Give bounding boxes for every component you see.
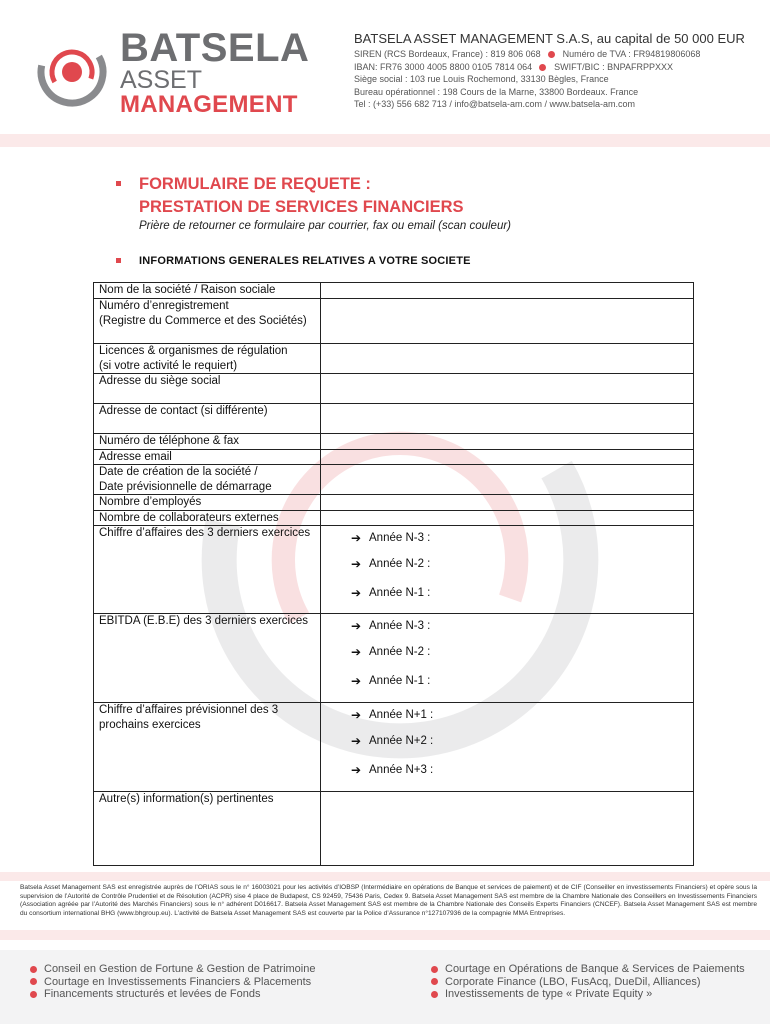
arrow-right-icon: ➔	[351, 619, 362, 634]
bullet-icon	[431, 991, 438, 998]
company-capital: BATSELA ASSET MANAGEMENT S.A.S, au capital de 50 000 EUR	[354, 31, 745, 46]
legal-notice: Batsela Asset Management SAS est enregistrée auprès de l’ORIAS sous le n° 16003021 pour les activités d’IOBSP (Intermédiaire en opérations de Banque et services de paiement) et de CIF (Conseiller en investissements Financiers) et opère sous la supervision de l’Autorité de Contrôle Prudentiel et de Résolution (ACPR) sise 4 place de Budapest, CS 92459, 75436 Paris, Cedex 9. Batsela Asset Management SAS est membre de la Chambre Nationale des Conseillers en Investissements Financiers (Association agréée par l’Autorité des Marchés Financiers) sous le n° adhérent D016617. Batsela Asset Management SAS est membre de la Chambre Nationale des Conseils Experts Financiers (CNCEF). Batsela Asset Management SAS est membre du consortium international BHG (www.bhgroup.eu). L’activité de Batsela Asset Management SAS est couverte par la Police d’Assurance n°127107936 de la compagnie MMA Entreprises.	[20, 884, 757, 918]
arrow-right-icon: ➔	[351, 557, 362, 572]
brand-line-1: BATSELA	[120, 26, 310, 70]
year-entry	[326, 727, 688, 756]
swift: SWIFT/BIC : BNPAFRPPXXX	[554, 61, 674, 72]
service-label: Corporate Finance (LBO, FusAcq, DueDil, Alliances)	[445, 975, 701, 988]
form-row-label: Chiffre d’affaires prévisionnel des 3 prochains exercices	[94, 703, 321, 792]
form-row	[94, 526, 694, 614]
year-entry	[326, 704, 688, 727]
year-label: Année N-3 :	[369, 620, 431, 633]
form-row-value[interactable]	[321, 495, 694, 511]
form-row-label: Chiffre d’affaires des 3 derniers exercices	[94, 526, 321, 614]
siren: SIREN (RCS Bordeaux, France) : 819 806 068	[354, 49, 541, 59]
form-row-value[interactable]	[321, 703, 694, 792]
form-row-label: Nom de la société / Raison sociale	[94, 283, 321, 299]
service-item	[30, 988, 315, 1001]
form-row-label: Numéro de téléphone & fax	[94, 434, 321, 450]
header-band	[0, 134, 770, 147]
contact-line: Tel : (+33) 556 682 713 / info@batsela-am.com / www.batsela-am.com	[354, 99, 636, 109]
bullet-icon	[30, 978, 37, 985]
year-entry	[326, 550, 688, 579]
batsela-logo-icon	[36, 36, 108, 108]
form-title	[139, 173, 464, 219]
request-form-table	[93, 282, 694, 866]
year-label: Année N-3 :	[369, 532, 431, 545]
form-row	[94, 434, 694, 450]
letterhead	[0, 0, 770, 134]
form-row-label: Adresse email	[94, 449, 321, 465]
services-right	[431, 963, 745, 1001]
brand-line-3: MANAGEMENT	[120, 91, 298, 118]
year-label: Année N-2 :	[369, 558, 431, 571]
form-row-value[interactable]	[321, 299, 694, 344]
bullet-icon	[431, 966, 438, 973]
bullet-icon	[548, 51, 555, 58]
form-row-value[interactable]	[321, 283, 694, 299]
service-item	[30, 976, 315, 989]
form-row-value[interactable]	[321, 374, 694, 404]
arrow-right-icon: ➔	[351, 531, 362, 546]
service-item	[30, 963, 315, 976]
iban: IBAN: FR76 3000 4005 8800 0105 7814 064	[354, 61, 533, 72]
tva: Numéro de TVA : FR94819806068	[562, 49, 701, 59]
form-row	[94, 283, 694, 299]
service-label: Conseil en Gestion de Fortune & Gestion de Patrimoine	[44, 963, 316, 975]
year-entry	[326, 756, 688, 785]
brand-name	[120, 26, 310, 118]
bullet-icon	[539, 64, 546, 71]
service-item	[431, 988, 745, 1001]
form-row-value[interactable]	[321, 465, 694, 495]
service-label: Courtage en Opérations de Banque & Services de Paiements	[445, 963, 745, 975]
siege-social: Siège social : 103 rue Louis Rochemond, 33130 Bègles, France	[354, 74, 609, 84]
year-entry	[326, 527, 688, 550]
form-row	[94, 374, 694, 404]
title-bullet-icon	[116, 181, 121, 186]
form-row	[94, 792, 694, 866]
arrow-right-icon: ➔	[351, 586, 362, 601]
service-label: Courtage en Investissements Financiers & Placements	[44, 975, 312, 988]
form-row	[94, 404, 694, 434]
service-item	[431, 963, 745, 976]
section-title: INFORMATIONS GENERALES RELATIVES A VOTRE SOCIETE	[139, 255, 471, 267]
form-row-label: Licences & organismes de régulation (si votre activité le requiert)	[94, 344, 321, 374]
form-row-label: Adresse du siège social	[94, 374, 321, 404]
arrow-right-icon: ➔	[351, 763, 362, 778]
arrow-right-icon: ➔	[351, 708, 362, 723]
form-row-label: EBITDA (E.B.E) des 3 derniers exercices	[94, 614, 321, 703]
form-row-label: Numéro d’enregistrement (Registre du Commerce et des Sociétés)	[94, 299, 321, 344]
form-row-label: Nombre de collaborateurs externes	[94, 510, 321, 526]
year-label: Année N-1 :	[369, 587, 431, 600]
section-bullet-icon	[116, 258, 121, 263]
form-row-value[interactable]	[321, 792, 694, 866]
service-label: Investissements de type « Private Equity »	[445, 988, 653, 1000]
form-row-value[interactable]	[321, 614, 694, 703]
year-label: Année N-2 :	[369, 646, 431, 659]
year-entry	[326, 638, 688, 667]
services-left	[30, 963, 315, 1001]
form-row	[94, 510, 694, 526]
form-row	[94, 465, 694, 495]
arrow-right-icon: ➔	[351, 645, 362, 660]
form-row-label: Autre(s) information(s) pertinentes	[94, 792, 321, 866]
footer-band-middle	[0, 930, 770, 940]
bullet-icon	[431, 978, 438, 985]
form-row-value[interactable]	[321, 510, 694, 526]
form-row-value[interactable]	[321, 449, 694, 465]
form-row-value[interactable]	[321, 344, 694, 374]
arrow-right-icon: ➔	[351, 734, 362, 749]
company-info	[354, 31, 745, 111]
form-row	[94, 299, 694, 344]
form-row-label: Nombre d’employés	[94, 495, 321, 511]
footer-band-top	[0, 872, 770, 881]
form-row	[94, 703, 694, 792]
arrow-right-icon: ➔	[351, 674, 362, 689]
form-row	[94, 614, 694, 703]
form-row	[94, 495, 694, 511]
form-row	[94, 449, 694, 465]
form-title-line-1: FORMULAIRE DE REQUETE :	[139, 175, 371, 193]
form-row-label: Date de création de la société / Date prévisionnelle de démarrage	[94, 465, 321, 495]
bureau-operationnel: Bureau opérationnel : 198 Cours de la Marne, 33800 Bordeaux. France	[354, 86, 639, 97]
form-row-value[interactable]	[321, 404, 694, 434]
form-row-value[interactable]	[321, 526, 694, 614]
bullet-icon	[30, 991, 37, 998]
service-item	[431, 976, 745, 989]
form-row-label: Adresse de contact (si différente)	[94, 404, 321, 434]
service-label: Financements structurés et levées de Fonds	[44, 988, 261, 1000]
brand-line-2: ASSET	[120, 66, 202, 94]
year-entry	[326, 579, 688, 608]
bullet-icon	[30, 966, 37, 973]
form-subtitle: Prière de retourner ce formulaire par courrier, fax ou email (scan couleur)	[139, 220, 511, 232]
year-label: Année N-1 :	[369, 675, 431, 688]
year-entry	[326, 667, 688, 696]
year-label: Année N+1 :	[369, 709, 434, 722]
form-title-line-2: PRESTATION DE SERVICES FINANCIERS	[139, 198, 464, 216]
form-row-value[interactable]	[321, 434, 694, 450]
form-row	[94, 344, 694, 374]
year-label: Année N+2 :	[369, 735, 434, 748]
year-entry	[326, 615, 688, 638]
year-label: Année N+3 :	[369, 764, 434, 777]
